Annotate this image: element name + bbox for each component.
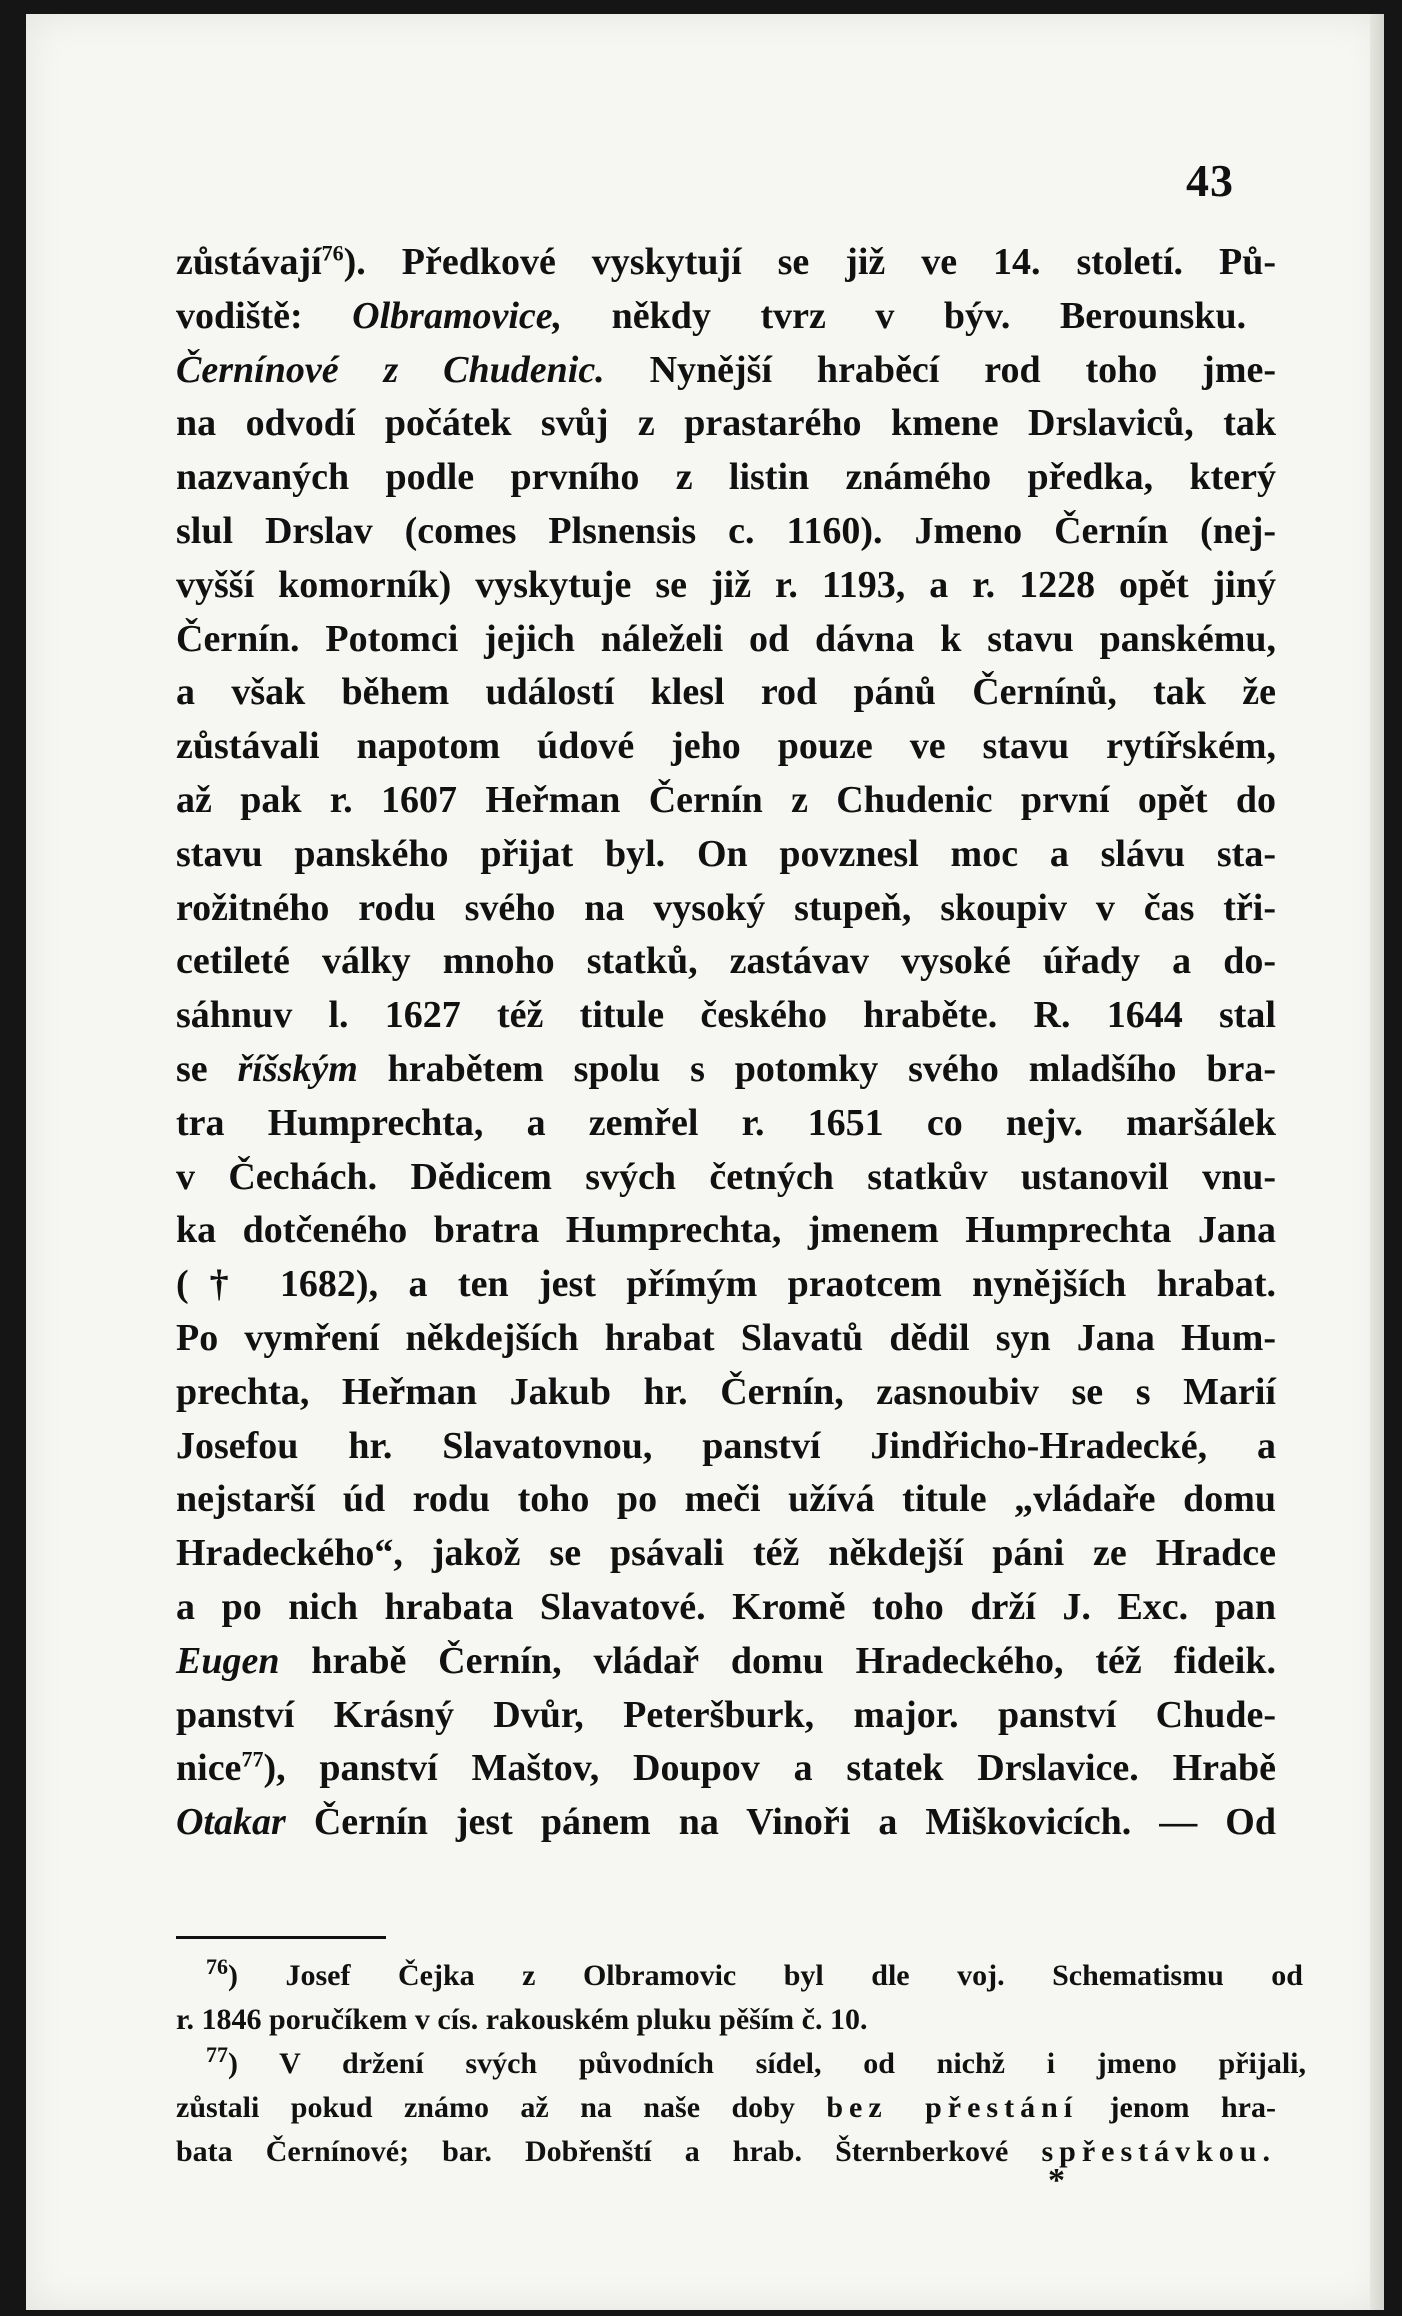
footnote-77-line: zůstali pokud známo až na naše doby bez přestání jenom hra- xyxy=(176,2091,1276,2124)
footnotes xyxy=(176,1954,1306,2174)
text-line-17: tra Humprechta, a zemřel r. 1651 co nejv. maršálek xyxy=(176,1101,1276,1144)
book-page xyxy=(26,14,1384,2310)
footnote-ref-77: 77 xyxy=(241,1746,264,1772)
text-line-15: sáhnuv l. 1627 též titule českého hraběte. R. 1644 stal xyxy=(176,994,1276,1037)
body-text xyxy=(176,236,1276,1850)
text-line-22: prechta, Heřman Jakub hr. Černín, zasnoubiv se s Marií xyxy=(176,1370,1276,1413)
text-line-18: v Čechách. Dědicem svých četných statkův ustanovil vnu- xyxy=(176,1155,1276,1198)
place-name: Olbramovice, xyxy=(352,294,563,337)
text-line-30: Otakar Černín jest pánem na Vinoři a Miškovicích. — Od xyxy=(176,1801,1276,1844)
text-line-16: se říšským hrabětem spolu s potomky svého mladšího bra- xyxy=(176,1047,1277,1090)
scan-edge xyxy=(1370,14,1384,2310)
footnote-divider xyxy=(176,1936,386,1939)
text-line-13: rožitného rodu svého na vysoký stupeň, skoupiv v čas tři- xyxy=(176,886,1276,929)
text-line-24: nejstarší úd rodu toho po meči užívá titule „vládaře domu xyxy=(176,1478,1276,1521)
text-line-11: až pak r. 1607 Heřman Černín z Chudenic první opět do xyxy=(176,778,1276,821)
text-line-29: nice$^{77}$), panství Maštov, Doupov a statek Drslavice. Hrabě xyxy=(176,1746,1276,1790)
family-heading: Černínové z Chudenic. xyxy=(176,348,605,391)
text-line-23: Josefou hr. Slavatovnou, panství Jindřicho-Hradecké, a xyxy=(176,1424,1276,1467)
text-line-26: a po nich hrabata Slavatové. Kromě toho drží J. Exc. pan xyxy=(176,1585,1276,1628)
text-line-5: nazvaných podle prvního z listin známého předka, který xyxy=(176,456,1276,499)
text-line-9: a však během událostí klesl rod pánů Černínů, tak že xyxy=(176,671,1276,714)
text-line: zůstávají$^{76}$). Předkové vyskytují se již ve 14. století. Pů- xyxy=(176,240,1276,283)
person-name: Otakar xyxy=(176,1801,286,1844)
footnote-76-line: r. 1846 poručíkem v cís. rakouském pluku pěším č. 10. xyxy=(176,2003,868,2036)
text-line-10: zůstávali napotom údové jeho pouze ve stavu rytířském, xyxy=(176,725,1276,768)
text-line-6: slul Drslav (comes Plsnensis c. 1160). Jmeno Černín (nej- xyxy=(176,509,1276,552)
text-line-2: vodiště: Olbramovice, někdy tvrz v býv. Berounsku. xyxy=(176,294,1247,337)
text-line-14: cetileté války mnoho statků, zastávav vysoké úřady a do- xyxy=(176,940,1276,983)
text-line-4: na odvodí počátek svůj z prastarého kmene Drslaviců, tak xyxy=(176,402,1276,445)
footnote-ref-76: 76 xyxy=(321,240,344,266)
footnote-77-line: $^{77}$) V držení svých původních sídel, od nichž i jmeno přijali, xyxy=(206,2042,1306,2080)
text-line-3: Černínové z Chudenic. Nynější hraběcí rod toho jme- xyxy=(176,348,1276,391)
text-line-1 xyxy=(176,236,1276,290)
text-line-7: vyšší komorník) vyskytuje se již r. 1193, a r. 1228 opět jiný xyxy=(176,563,1276,606)
text-line-28: panství Krásný Dvůr, Peteršburk, major. panství Chude- xyxy=(176,1693,1276,1736)
text-line-25: Hradeckého“, jakož se psávali též někdejší páni ze Hradce xyxy=(176,1532,1276,1575)
text-line-21: Po vymření někdejších hrabat Slavatů dědil syn Jana Hum- xyxy=(176,1316,1276,1359)
text-line-12: stavu panského přijat byl. On povznesl moc a slávu sta- xyxy=(176,832,1276,875)
text-line-20: († 1682), a ten jest přímým praotcem nynějších hrabat. xyxy=(176,1263,1276,1306)
emphasis-word: říšským xyxy=(237,1047,358,1090)
person-name: Eugen xyxy=(176,1639,280,1682)
footnote-77-line: bata Černínové; bar. Dobřenští a hrab. Šternberkové spřestávkou. xyxy=(176,2135,1276,2168)
text-line-27: Eugen hrabě Černín, vládař domu Hradeckého, též fideik. xyxy=(176,1639,1276,1682)
text-line-8: Černín. Potomci jejich náleželi od dávna k stavu panskému, xyxy=(176,617,1276,660)
footnote-76-line: $^{76}$) Josef Čejka z Olbramovic byl dle voj. Schematismu od xyxy=(206,1954,1303,1992)
text-line-19: ka dotčeného bratra Humprechta, jmenem Humprechta Jana xyxy=(176,1209,1276,1252)
page-number: 43 xyxy=(1186,155,1234,206)
signature-mark: * xyxy=(1048,2162,1065,2199)
